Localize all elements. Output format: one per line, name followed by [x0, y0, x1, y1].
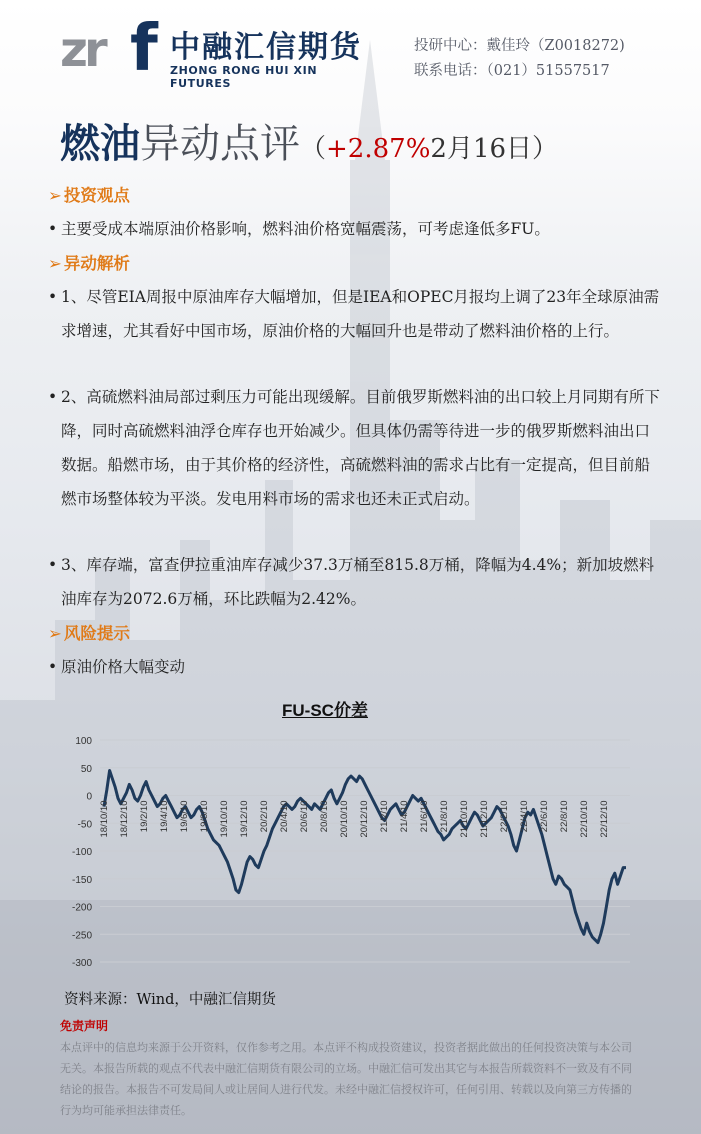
y-tick-label: 0 — [86, 791, 92, 803]
page-title — [60, 112, 558, 169]
bullet-icon: • — [48, 658, 58, 676]
x-tick-label: 22/2/10 — [499, 800, 510, 833]
x-tick-label: 22/10/10 — [579, 800, 590, 838]
phone-line: 联系电话：（021）51557517 — [414, 63, 610, 79]
x-tick-label: 21/4/10 — [399, 800, 410, 833]
x-tick-label: 20/12/10 — [359, 800, 370, 838]
section-heading-risk-label: 风险提示 — [63, 624, 130, 643]
arrow-icon: ➢ — [48, 254, 62, 273]
arrow-icon: ➢ — [48, 186, 62, 205]
x-tick-label: 21/12/10 — [479, 800, 490, 838]
chart-plot — [60, 690, 640, 980]
view-text: 主要受成本端原油价格影响，燃料油价格宽幅震荡，可考虑逢低多FU。 — [61, 220, 550, 238]
y-tick-label: -50 — [77, 819, 92, 831]
section-heading-analysis — [48, 250, 130, 274]
analysis-text-3: 3、库存端，富查伊拉重油库存减少37.3万桶至815.8万桶，降幅为4.4%；新加坡燃料油库存为2072.6万桶，环比跌幅为2.42%。 — [61, 556, 655, 608]
x-tick-label: 22/8/10 — [559, 800, 570, 833]
company-logo — [60, 12, 380, 90]
section-heading-analysis-label: 异动解析 — [63, 254, 130, 273]
analysis-text-1: 1、尽管EIA周报中原油库存大幅增加，但是IEA和OPEC月报均上调了23年全球原油需求增速，尤其看好中国市场，原油价格的大幅回升也是带动了燃料油价格的上行。 — [61, 288, 660, 340]
x-tick-label: 20/2/10 — [259, 800, 270, 833]
title-change-pct: +2.87% — [326, 134, 431, 164]
y-tick-label: -100 — [71, 847, 92, 858]
x-tick-label: 20/8/10 — [319, 800, 330, 833]
section-heading-view-label: 投资观点 — [63, 186, 130, 205]
y-tick-label: -200 — [71, 902, 92, 914]
x-tick-label: 18/10/10 — [99, 800, 110, 838]
title-date: 2月16日） — [430, 134, 559, 164]
chart-title-text: FU-SC价差 — [282, 701, 368, 720]
x-tick-label: 19/4/10 — [159, 800, 170, 833]
y-tick-label: 50 — [80, 763, 92, 775]
x-tick-label: 20/4/10 — [279, 800, 290, 833]
x-tick-label: 21/2/10 — [379, 800, 390, 833]
x-tick-label: 19/10/10 — [219, 800, 230, 838]
x-tick-label: 21/6/10 — [419, 800, 430, 833]
x-tick-label: 22/4/10 — [519, 800, 530, 833]
analysis-paragraph-3 — [48, 548, 663, 616]
disclaimer-text: 本点评中的信息均来源于公开资料，仅作参考之用。本点评不构成投资建议，投资者据此做出的任何投资决策与本公司无关。本报告所载的观点不代表中融汇信期货有限公司的立场。中融汇信可发出其它与本报告所载资料不一致及有不同结论的报告。本报告不可发局间人或让居间人进行代发。未经中融汇信授权许可，任何引用、转载以及向第三方传播的行为均可能承担法律责任。 — [60, 1041, 632, 1117]
x-tick-label: 21/8/10 — [439, 800, 450, 833]
fu-sc-spread-chart — [60, 690, 640, 980]
disclaimer — [60, 1016, 640, 1121]
x-tick-label: 20/6/10 — [299, 800, 310, 833]
bullet-icon: • — [48, 556, 58, 574]
x-tick-label: 20/10/10 — [339, 800, 350, 838]
logo-zr-mark: zr — [60, 22, 104, 78]
x-tick-label: 18/12/10 — [119, 800, 130, 838]
arrow-icon: ➢ — [48, 624, 62, 643]
x-tick-label: 19/6/10 — [179, 800, 190, 833]
logo-chinese-name: 中融汇信期货 — [170, 30, 362, 65]
analysis-text-2: 2、高硫燃料油局部过剩压力可能出现缓解。目前俄罗斯燃料油的出口较上月同期有所下降，同时高硫燃料油浮仓库存也开始减少。但具体仍需等待进一步的俄罗斯燃料油出口数据。船燃市场，由于其价格的经济性，高硫燃料油的需求占比有一定提高，但目前船燃市场整体较为平淡。发电用料市场的需求也还未正式启动。 — [61, 388, 660, 508]
data-source: 资料来源：Wind，中融汇信期货 — [64, 992, 276, 1008]
y-tick-label: -300 — [71, 958, 92, 969]
x-tick-label: 19/8/10 — [199, 800, 210, 833]
x-tick-label: 19/12/10 — [239, 800, 250, 838]
analyst-line: 投研中心：戴佳玲（Z0018272) — [414, 38, 625, 54]
x-tick-label: 22/6/10 — [539, 800, 550, 833]
title-open-paren: （ — [300, 134, 327, 164]
title-product: 燃油 — [60, 120, 140, 167]
analysis-paragraph-2 — [48, 380, 663, 516]
bullet-icon: • — [48, 288, 58, 306]
bullet-icon: • — [48, 388, 58, 406]
y-tick-label: -250 — [71, 930, 92, 942]
contact-info — [414, 34, 625, 84]
series-line — [104, 771, 626, 943]
title-topic: 异动点评 — [140, 121, 300, 167]
risk-text: 原油价格大幅变动 — [61, 658, 186, 676]
x-tick-label: 22/12/10 — [599, 800, 610, 838]
bullet-icon: • — [48, 220, 58, 238]
logo-english-name: ZHONG RONG HUI XIN FUTURES — [170, 64, 318, 90]
view-paragraph — [48, 212, 663, 246]
x-tick-label: 21/10/10 — [459, 800, 470, 838]
section-heading-risk — [48, 620, 130, 644]
section-heading-view — [48, 182, 130, 206]
y-tick-label: 100 — [75, 736, 92, 747]
risk-paragraph — [48, 650, 663, 684]
y-tick-label: -150 — [71, 874, 92, 886]
logo-f-mark: f — [130, 12, 158, 86]
disclaimer-heading: 免责声明 — [60, 1019, 109, 1033]
x-tick-label: 19/2/10 — [139, 800, 150, 833]
analysis-paragraph-1 — [48, 280, 663, 348]
